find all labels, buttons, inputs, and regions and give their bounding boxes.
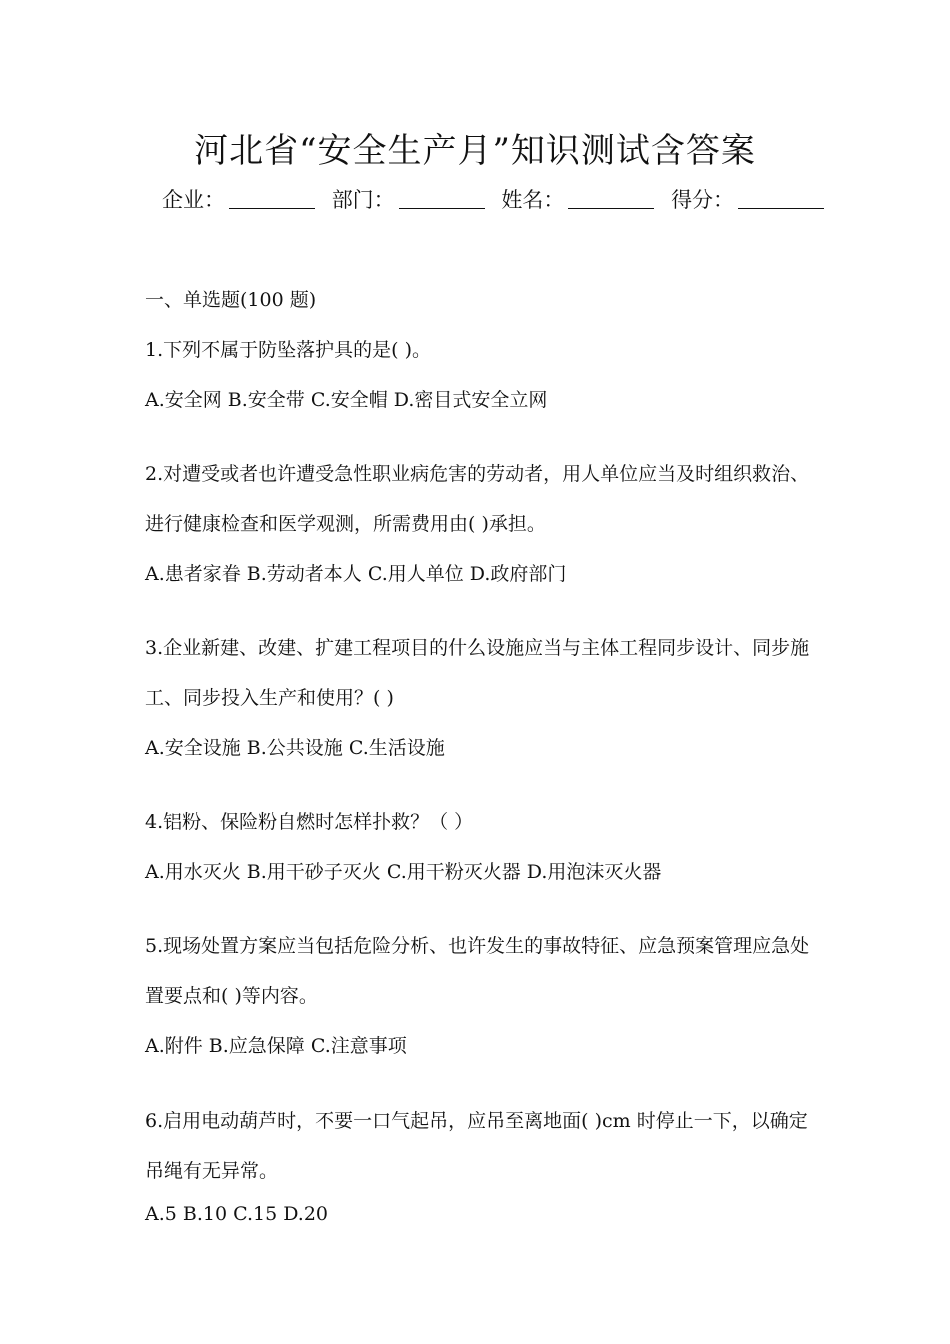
company-label: 企业： — [162, 188, 225, 212]
question-options: A.附件 B.应急保障 C.注意事项 — [145, 1035, 407, 1057]
name-label: 姓名： — [501, 188, 565, 212]
score-blank — [738, 186, 824, 209]
score-label: 得分： — [671, 188, 735, 212]
question-options: A.用水灭火 B.用干砂子灭火 C.用干粉灭火器 D.用泡沫灭火器 — [145, 861, 662, 883]
question-5 — [145, 921, 825, 1071]
question-stem: 3.企业新建、改建、扩建工程项目的什么设施应当与主体工程同步设计、同步施工、同步投入生产和使用？( ) — [145, 637, 810, 709]
question-stem: 1.下列不属于防坠落护具的是( )。 — [145, 339, 431, 361]
department-field — [332, 184, 485, 216]
question-options: A.安全网 B.安全带 C.安全帽 D.密目式安全立网 — [145, 389, 548, 411]
info-fields — [162, 184, 834, 216]
question-stem: 6.启用电动葫芦时，不要一口气起吊，应吊至离地面( )cm 时停止一下，以确定吊绳有无异常。 — [145, 1110, 808, 1182]
score-field — [671, 184, 824, 216]
name-field — [501, 184, 654, 216]
question-1 — [145, 325, 825, 425]
question-stem: 2.对遭受或者也许遭受急性职业病危害的劳动者，用人单位应当及时组织救治、进行健康检查和医学观测，所需费用由( )承担。 — [145, 463, 810, 535]
question-2 — [145, 449, 825, 599]
section-heading: 一、单选题(100 题) — [145, 289, 317, 311]
question-6 — [145, 1096, 825, 1232]
question-options: A.患者家眷 B.劳动者本人 C.用人单位 D.政府部门 — [145, 563, 567, 585]
department-blank — [399, 186, 485, 209]
question-3 — [145, 623, 825, 773]
company-field — [162, 184, 315, 216]
question-4 — [145, 797, 825, 897]
question-options: A.安全设施 B.公共设施 C.生活设施 — [145, 737, 445, 759]
company-blank — [229, 186, 315, 209]
department-label: 部门： — [331, 188, 395, 212]
name-blank — [568, 186, 654, 209]
question-stem: 5.现场处置方案应当包括危险分析、也许发生的事故特征、应急预案管理应急处置要点和( )等内容。 — [145, 935, 810, 1007]
page-title: 河北省“安全生产月”知识测试含答案 — [194, 131, 756, 171]
question-options: A.5 B.10 C.15 D.20 — [145, 1203, 328, 1225]
question-stem: 4.铝粉、保险粉自燃时怎样扑救？（ ） — [145, 811, 474, 833]
